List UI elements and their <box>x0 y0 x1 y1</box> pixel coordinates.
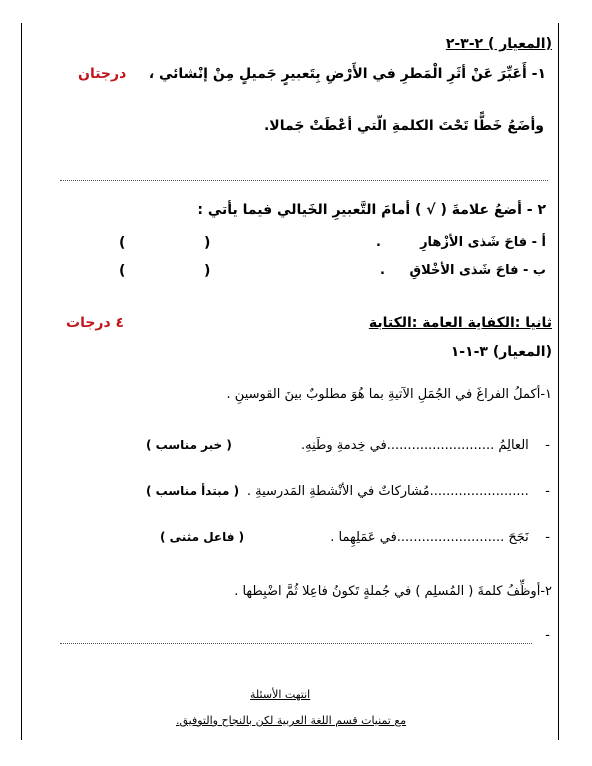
question-1-number: ١- <box>531 66 546 82</box>
question-3-prompt: ١-أكملُ الفراغَ في الجُمَلِ الآتيةِ بما هُوَ مطلوبٌ بينَ القوسينِ . <box>226 387 552 402</box>
question-2-item-b-paren-open: ( <box>204 263 211 279</box>
question-2-item-a-paren-close: ) <box>119 235 126 251</box>
question-2-item-b-paren-close: ) <box>119 263 126 279</box>
end-of-questions: انتهت الأسئلة <box>250 688 311 701</box>
question-2-item-b-dot: . <box>380 263 385 278</box>
answer-dotted-line-1 <box>60 180 548 181</box>
question-2-item-b: ب - فاحَ شَذى الأخْلاقِ <box>409 263 546 278</box>
question-4-prompt: ٢-أوظِّفُ كلمةَ ( المُسلِم ) في جُملةٍ تَكونُ فاعِلا ثُمَّ اضْبِطها . <box>234 584 552 599</box>
closing-wishes: مع تمنيات قسم اللغة العربية لكن بالنجاح والتوفيق. <box>176 714 407 727</box>
criterion-heading-1: (المعيار ) ٢-٣-٢ <box>445 36 552 52</box>
section-2-marks: ٤ درجات <box>66 315 125 331</box>
question-3-item-2-hint: ( مبتدأ مناسب ) <box>146 484 240 498</box>
question-1-line-2: وأضَعُ خَطًّا تَحْتَ الكلمةِ الّتي أعْطَتْ جَمالا. <box>263 118 544 134</box>
question-3-item-3-hint: ( فاعل مثنى ) <box>160 530 245 544</box>
question-2-item-a-paren-open: ( <box>204 235 211 251</box>
section-2-heading: ثانيا :الكفاية العامة :الكتابة <box>368 315 552 331</box>
question-2-item-a: أ - فاحَ شَذى الأزْهارِ <box>420 235 546 250</box>
question-1-marks: درجتان <box>78 66 127 82</box>
question-3-item-1: - العالِمُ ..........................في خِدمةِ وطَنِهِ. <box>301 438 550 453</box>
criterion-heading-2: (المعيار) ٣-١-١ <box>450 344 552 360</box>
answer-dotted-line-2 <box>60 643 532 644</box>
question-3-item-3: - نَجَحَ ..........................في عَمَلِهِما . <box>330 530 550 545</box>
question-2-prompt: ٢ - أضعُ علامةَ ( √ ) أمامَ التَّعبيرِ الخَيالي فيما يأتي : <box>197 202 546 218</box>
question-1-text-1: أَعَبِّرَ عَنْ أثَرِ الْمَطرِ في الأَرْضِ بِتَعبيرٍ جَميلٍ مِنْ إنْشائي ، <box>148 66 527 82</box>
question-3-item-2: - ........................مُشاركاتٌ في الأنْشطةِ المَدرسيةِ . <box>246 484 550 499</box>
question-3-item-1-hint: ( خبر مناسب ) <box>146 438 232 452</box>
question-2-item-a-dot: . <box>376 235 381 250</box>
question-1-line-1 <box>149 66 546 82</box>
question-4-dash: - <box>545 628 550 643</box>
